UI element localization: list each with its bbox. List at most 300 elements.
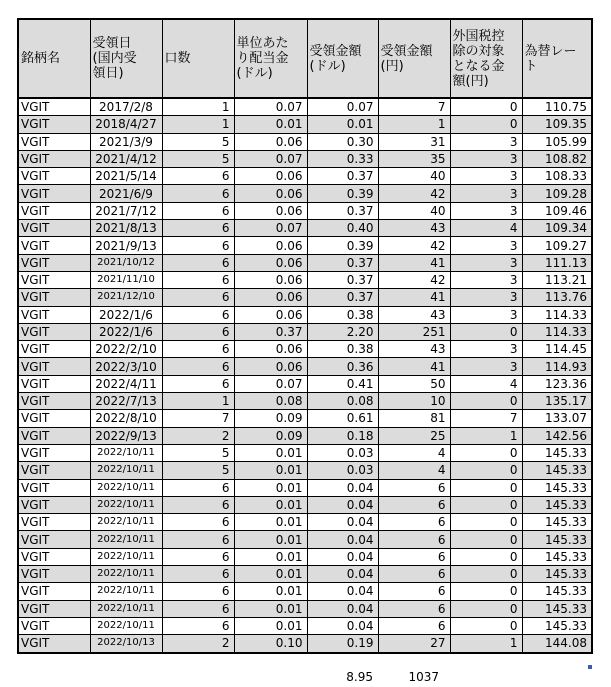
cell-ticker[interactable]: VGIT xyxy=(18,254,90,271)
cell-amount-usd[interactable]: 0.37 xyxy=(307,271,378,288)
cell-units[interactable]: 6 xyxy=(162,514,234,531)
cell-amount-jpy[interactable]: 31 xyxy=(378,133,450,150)
cell-amount-jpy[interactable]: 251 xyxy=(378,323,450,340)
table-row xyxy=(18,548,592,565)
cell-amount-usd[interactable]: 0.03 xyxy=(307,462,378,479)
cell-receipt-date[interactable]: 2022/7/13 xyxy=(90,393,162,410)
cell-units[interactable]: 6 xyxy=(162,358,234,375)
cell-amount-jpy[interactable]: 42 xyxy=(378,185,450,202)
cell-receipt-date[interactable]: 2022/10/11 xyxy=(90,479,162,496)
table-row xyxy=(18,271,592,288)
table-row xyxy=(18,462,592,479)
cell-exchange-rate[interactable]: 145.33 xyxy=(522,566,592,583)
cell-exchange-rate[interactable]: 105.99 xyxy=(522,133,592,150)
cell-dividend-per-unit[interactable]: 0.07 xyxy=(234,98,307,116)
cell-amount-usd[interactable]: 0.39 xyxy=(307,185,378,202)
cell-ticker[interactable]: VGIT xyxy=(18,479,90,496)
cell-units[interactable]: 2 xyxy=(162,427,234,444)
cell-exchange-rate[interactable]: 109.27 xyxy=(522,237,592,254)
cell-amount-jpy[interactable]: 25 xyxy=(378,427,450,444)
cell-foreign-tax-credit[interactable]: 3 xyxy=(450,341,522,358)
cell-amount-jpy[interactable]: 6 xyxy=(378,600,450,617)
cell-ticker[interactable]: VGIT xyxy=(18,635,90,653)
cell-ticker[interactable]: VGIT xyxy=(18,358,90,375)
cell-amount-jpy[interactable]: 6 xyxy=(378,514,450,531)
cell-ticker[interactable]: VGIT xyxy=(18,237,90,254)
table-row xyxy=(18,185,592,202)
cell-exchange-rate[interactable]: 108.33 xyxy=(522,168,592,185)
cell-amount-usd[interactable]: 0.37 xyxy=(307,254,378,271)
cell-amount-jpy[interactable]: 43 xyxy=(378,341,450,358)
cell-dividend-per-unit[interactable]: 0.06 xyxy=(234,168,307,185)
header-exchange-rate[interactable]: 為替レート xyxy=(522,19,592,98)
cell-receipt-date[interactable]: 2021/11/10 xyxy=(90,271,162,288)
cell-dividend-per-unit[interactable]: 0.01 xyxy=(234,496,307,513)
cell-ticker[interactable]: VGIT xyxy=(18,496,90,513)
table-row xyxy=(18,393,592,410)
cell-dividend-per-unit[interactable]: 0.06 xyxy=(234,306,307,323)
cell-exchange-rate[interactable]: 108.82 xyxy=(522,150,592,167)
table-row xyxy=(18,496,592,513)
total-amount-usd[interactable]: 8.95 xyxy=(346,670,373,684)
cell-receipt-date[interactable]: 2021/10/12 xyxy=(90,254,162,271)
cell-amount-usd[interactable]: 0.07 xyxy=(307,98,378,116)
cell-exchange-rate[interactable]: 113.21 xyxy=(522,271,592,288)
cell-amount-jpy[interactable]: 43 xyxy=(378,220,450,237)
cell-amount-jpy[interactable]: 42 xyxy=(378,237,450,254)
cell-units[interactable]: 5 xyxy=(162,462,234,479)
cell-amount-usd[interactable]: 0.04 xyxy=(307,617,378,634)
cell-receipt-date[interactable]: 2022/10/11 xyxy=(90,583,162,600)
cell-exchange-rate[interactable]: 109.35 xyxy=(522,116,592,133)
cell-dividend-per-unit[interactable]: 0.10 xyxy=(234,635,307,653)
cell-foreign-tax-credit[interactable]: 0 xyxy=(450,548,522,565)
cell-foreign-tax-credit[interactable]: 0 xyxy=(450,566,522,583)
cell-exchange-rate[interactable]: 109.46 xyxy=(522,202,592,219)
cell-amount-usd[interactable]: 0.04 xyxy=(307,548,378,565)
cell-amount-jpy[interactable]: 35 xyxy=(378,150,450,167)
cell-amount-jpy[interactable]: 42 xyxy=(378,271,450,288)
cell-dividend-per-unit[interactable]: 0.01 xyxy=(234,566,307,583)
table-row xyxy=(18,583,592,600)
cell-foreign-tax-credit[interactable]: 3 xyxy=(450,185,522,202)
cell-amount-usd[interactable]: 0.37 xyxy=(307,202,378,219)
cell-dividend-per-unit[interactable]: 0.09 xyxy=(234,410,307,427)
cell-dividend-per-unit[interactable]: 0.06 xyxy=(234,341,307,358)
cell-ticker[interactable]: VGIT xyxy=(18,185,90,202)
cell-amount-jpy[interactable]: 6 xyxy=(378,566,450,583)
cell-units[interactable]: 6 xyxy=(162,600,234,617)
table-row xyxy=(18,98,592,116)
cell-receipt-date[interactable]: 2022/10/11 xyxy=(90,496,162,513)
cell-receipt-date[interactable]: 2022/9/13 xyxy=(90,427,162,444)
cell-dividend-per-unit[interactable]: 0.07 xyxy=(234,375,307,392)
table-row xyxy=(18,133,592,150)
table-row xyxy=(18,306,592,323)
cell-units[interactable]: 1 xyxy=(162,98,234,116)
cell-amount-jpy[interactable]: 40 xyxy=(378,168,450,185)
cell-amount-jpy[interactable]: 6 xyxy=(378,617,450,634)
cell-amount-usd[interactable]: 0.04 xyxy=(307,600,378,617)
cell-ticker[interactable]: VGIT xyxy=(18,531,90,548)
table-row xyxy=(18,323,592,340)
cell-exchange-rate[interactable]: 114.33 xyxy=(522,306,592,323)
cell-dividend-per-unit[interactable]: 0.06 xyxy=(234,185,307,202)
cell-foreign-tax-credit[interactable]: 3 xyxy=(450,202,522,219)
cell-units[interactable]: 6 xyxy=(162,220,234,237)
cell-dividend-per-unit[interactable]: 0.09 xyxy=(234,427,307,444)
cell-amount-jpy[interactable]: 4 xyxy=(378,462,450,479)
cell-exchange-rate[interactable]: 145.33 xyxy=(522,617,592,634)
cell-exchange-rate[interactable]: 145.33 xyxy=(522,583,592,600)
cell-amount-usd[interactable]: 0.04 xyxy=(307,531,378,548)
cell-amount-usd[interactable]: 0.04 xyxy=(307,514,378,531)
header-row xyxy=(18,19,592,98)
cell-amount-usd[interactable]: 0.61 xyxy=(307,410,378,427)
cell-units[interactable]: 6 xyxy=(162,323,234,340)
cell-foreign-tax-credit[interactable]: 0 xyxy=(450,531,522,548)
cell-units[interactable]: 6 xyxy=(162,306,234,323)
cell-exchange-rate[interactable]: 145.33 xyxy=(522,479,592,496)
table-row xyxy=(18,566,592,583)
cell-receipt-date[interactable]: 2022/10/11 xyxy=(90,617,162,634)
cell-receipt-date[interactable]: 2021/9/13 xyxy=(90,237,162,254)
cell-foreign-tax-credit[interactable]: 0 xyxy=(450,462,522,479)
cell-amount-usd[interactable]: 0.08 xyxy=(307,393,378,410)
total-amount-jpy[interactable]: 1037 xyxy=(408,670,439,684)
cell-foreign-tax-credit[interactable]: 3 xyxy=(450,168,522,185)
cell-exchange-rate[interactable]: 145.33 xyxy=(522,496,592,513)
cell-ticker[interactable]: VGIT xyxy=(18,202,90,219)
cell-units[interactable]: 5 xyxy=(162,133,234,150)
table-row xyxy=(18,220,592,237)
cell-receipt-date[interactable]: 2022/3/10 xyxy=(90,358,162,375)
cell-amount-jpy[interactable]: 6 xyxy=(378,479,450,496)
cell-ticker[interactable]: VGIT xyxy=(18,133,90,150)
cell-ticker[interactable]: VGIT xyxy=(18,548,90,565)
cell-receipt-date[interactable]: 2021/12/10 xyxy=(90,289,162,306)
cell-dividend-per-unit[interactable]: 0.01 xyxy=(234,479,307,496)
cell-amount-jpy[interactable]: 41 xyxy=(378,254,450,271)
cell-foreign-tax-credit[interactable]: 3 xyxy=(450,150,522,167)
cell-ticker[interactable]: VGIT xyxy=(18,323,90,340)
cell-ticker[interactable]: VGIT xyxy=(18,566,90,583)
cell-amount-usd[interactable]: 0.03 xyxy=(307,444,378,461)
table-row xyxy=(18,444,592,461)
cell-receipt-date[interactable]: 2018/4/27 xyxy=(90,116,162,133)
cell-exchange-rate[interactable]: 145.33 xyxy=(522,600,592,617)
cell-exchange-rate[interactable]: 145.33 xyxy=(522,444,592,461)
cell-foreign-tax-credit[interactable]: 1 xyxy=(450,635,522,653)
header-receipt-date[interactable]: 受領日 (国内受 領日) xyxy=(90,19,162,98)
cell-receipt-date[interactable]: 2021/7/12 xyxy=(90,202,162,219)
cell-foreign-tax-credit[interactable]: 0 xyxy=(450,617,522,634)
table-row xyxy=(18,375,592,392)
cell-receipt-date[interactable]: 2022/2/10 xyxy=(90,341,162,358)
cell-amount-jpy[interactable]: 10 xyxy=(378,393,450,410)
cell-dividend-per-unit[interactable]: 0.01 xyxy=(234,583,307,600)
cell-foreign-tax-credit[interactable]: 3 xyxy=(450,237,522,254)
cell-dividend-per-unit[interactable]: 0.01 xyxy=(234,444,307,461)
cell-ticker[interactable]: VGIT xyxy=(18,116,90,133)
cell-foreign-tax-credit[interactable]: 3 xyxy=(450,306,522,323)
cell-amount-usd[interactable]: 0.04 xyxy=(307,566,378,583)
cell-amount-jpy[interactable]: 50 xyxy=(378,375,450,392)
table-row xyxy=(18,514,592,531)
table-row xyxy=(18,341,592,358)
cell-ticker[interactable]: VGIT xyxy=(18,462,90,479)
cell-ticker[interactable]: VGIT xyxy=(18,289,90,306)
cell-units[interactable]: 6 xyxy=(162,185,234,202)
cell-exchange-rate[interactable]: 135.17 xyxy=(522,393,592,410)
cell-units[interactable]: 6 xyxy=(162,479,234,496)
cell-exchange-rate[interactable]: 110.75 xyxy=(522,98,592,116)
cell-exchange-rate[interactable]: 114.45 xyxy=(522,341,592,358)
cell-foreign-tax-credit[interactable]: 0 xyxy=(450,98,522,116)
cell-exchange-rate[interactable]: 123.36 xyxy=(522,375,592,392)
cell-amount-usd[interactable]: 0.40 xyxy=(307,220,378,237)
table-row xyxy=(18,254,592,271)
cell-receipt-date[interactable]: 2022/1/6 xyxy=(90,323,162,340)
cell-receipt-date[interactable]: 2022/10/11 xyxy=(90,531,162,548)
cell-dividend-per-unit[interactable]: 0.06 xyxy=(234,202,307,219)
cell-units[interactable]: 6 xyxy=(162,271,234,288)
cell-amount-usd[interactable]: 0.01 xyxy=(307,116,378,133)
cell-exchange-rate[interactable]: 145.33 xyxy=(522,531,592,548)
table-row xyxy=(18,600,592,617)
table-body xyxy=(18,98,592,653)
cell-foreign-tax-credit[interactable]: 0 xyxy=(450,479,522,496)
cell-foreign-tax-credit[interactable]: 0 xyxy=(450,600,522,617)
cell-receipt-date[interactable]: 2021/5/14 xyxy=(90,168,162,185)
cell-ticker[interactable]: VGIT xyxy=(18,150,90,167)
cell-foreign-tax-credit[interactable]: 0 xyxy=(450,393,522,410)
cell-foreign-tax-credit[interactable]: 0 xyxy=(450,116,522,133)
fill-handle[interactable] xyxy=(588,665,592,669)
cell-exchange-rate[interactable]: 111.13 xyxy=(522,254,592,271)
cell-exchange-rate[interactable]: 145.33 xyxy=(522,548,592,565)
cell-units[interactable]: 6 xyxy=(162,583,234,600)
cell-amount-jpy[interactable]: 43 xyxy=(378,306,450,323)
cell-amount-usd[interactable]: 0.33 xyxy=(307,150,378,167)
cell-dividend-per-unit[interactable]: 0.01 xyxy=(234,600,307,617)
table-row xyxy=(18,410,592,427)
cell-ticker[interactable]: VGIT xyxy=(18,375,90,392)
cell-amount-jpy[interactable]: 4 xyxy=(378,444,450,461)
cell-amount-jpy[interactable]: 6 xyxy=(378,548,450,565)
cell-amount-usd[interactable]: 0.04 xyxy=(307,496,378,513)
table-row xyxy=(18,168,592,185)
cell-units[interactable]: 5 xyxy=(162,444,234,461)
cell-amount-usd[interactable]: 2.20 xyxy=(307,323,378,340)
cell-receipt-date[interactable]: 2022/10/11 xyxy=(90,566,162,583)
cell-amount-usd[interactable]: 0.39 xyxy=(307,237,378,254)
cell-ticker[interactable]: VGIT xyxy=(18,617,90,634)
cell-ticker[interactable]: VGIT xyxy=(18,514,90,531)
cell-amount-jpy[interactable]: 6 xyxy=(378,583,450,600)
cell-units[interactable]: 6 xyxy=(162,237,234,254)
cell-units[interactable]: 6 xyxy=(162,531,234,548)
cell-foreign-tax-credit[interactable]: 1 xyxy=(450,427,522,444)
table-row xyxy=(18,289,592,306)
cell-exchange-rate[interactable]: 114.93 xyxy=(522,358,592,375)
cell-receipt-date[interactable]: 2021/8/13 xyxy=(90,220,162,237)
cell-receipt-date[interactable]: 2021/6/9 xyxy=(90,185,162,202)
cell-receipt-date[interactable]: 2022/10/11 xyxy=(90,462,162,479)
cell-exchange-rate[interactable]: 145.33 xyxy=(522,514,592,531)
cell-receipt-date[interactable]: 2021/3/9 xyxy=(90,133,162,150)
cell-dividend-per-unit[interactable]: 0.06 xyxy=(234,289,307,306)
dividend-table xyxy=(17,18,593,654)
cell-units[interactable]: 1 xyxy=(162,393,234,410)
cell-dividend-per-unit[interactable]: 0.06 xyxy=(234,271,307,288)
cell-units[interactable]: 1 xyxy=(162,116,234,133)
cell-exchange-rate[interactable]: 144.08 xyxy=(522,635,592,653)
cell-exchange-rate[interactable]: 114.33 xyxy=(522,323,592,340)
cell-units[interactable]: 5 xyxy=(162,150,234,167)
cell-ticker[interactable]: VGIT xyxy=(18,393,90,410)
cell-units[interactable]: 7 xyxy=(162,410,234,427)
cell-units[interactable]: 6 xyxy=(162,254,234,271)
cell-amount-jpy[interactable]: 6 xyxy=(378,531,450,548)
cell-units[interactable]: 6 xyxy=(162,202,234,219)
cell-exchange-rate[interactable]: 142.56 xyxy=(522,427,592,444)
cell-amount-usd[interactable]: 0.19 xyxy=(307,635,378,653)
cell-ticker[interactable]: VGIT xyxy=(18,600,90,617)
cell-units[interactable]: 6 xyxy=(162,548,234,565)
table-row xyxy=(18,635,592,653)
cell-dividend-per-unit[interactable]: 0.06 xyxy=(234,358,307,375)
cell-amount-jpy[interactable]: 81 xyxy=(378,410,450,427)
cell-amount-usd[interactable]: 0.38 xyxy=(307,306,378,323)
table-row xyxy=(18,617,592,634)
cell-amount-usd[interactable]: 0.36 xyxy=(307,358,378,375)
cell-ticker[interactable]: VGIT xyxy=(18,583,90,600)
cell-ticker[interactable]: VGIT xyxy=(18,341,90,358)
cell-foreign-tax-credit[interactable]: 3 xyxy=(450,271,522,288)
cell-amount-jpy[interactable]: 41 xyxy=(378,358,450,375)
cell-receipt-date[interactable]: 2022/10/11 xyxy=(90,600,162,617)
cell-receipt-date[interactable]: 2022/10/11 xyxy=(90,444,162,461)
cell-receipt-date[interactable]: 2017/2/8 xyxy=(90,98,162,116)
header-amount-usd[interactable]: 受領金額 (ドル) xyxy=(307,19,378,98)
cell-foreign-tax-credit[interactable]: 3 xyxy=(450,358,522,375)
cell-ticker[interactable]: VGIT xyxy=(18,271,90,288)
cell-amount-usd[interactable]: 0.04 xyxy=(307,583,378,600)
cell-dividend-per-unit[interactable]: 0.01 xyxy=(234,514,307,531)
cell-receipt-date[interactable]: 2022/8/10 xyxy=(90,410,162,427)
cell-dividend-per-unit[interactable]: 0.07 xyxy=(234,150,307,167)
cell-ticker[interactable]: VGIT xyxy=(18,427,90,444)
cell-dividend-per-unit[interactable]: 0.01 xyxy=(234,548,307,565)
header-amount-jpy[interactable]: 受領金額 (円) xyxy=(378,19,450,98)
cell-units[interactable]: 6 xyxy=(162,289,234,306)
header-units[interactable]: 口数 xyxy=(162,19,234,98)
cell-ticker[interactable]: VGIT xyxy=(18,410,90,427)
cell-foreign-tax-credit[interactable]: 3 xyxy=(450,254,522,271)
cell-foreign-tax-credit[interactable]: 3 xyxy=(450,289,522,306)
cell-amount-jpy[interactable]: 41 xyxy=(378,289,450,306)
cell-amount-jpy[interactable]: 6 xyxy=(378,496,450,513)
cell-foreign-tax-credit[interactable]: 4 xyxy=(450,375,522,392)
table-row xyxy=(18,358,592,375)
cell-exchange-rate[interactable]: 133.07 xyxy=(522,410,592,427)
cell-dividend-per-unit[interactable]: 0.06 xyxy=(234,133,307,150)
cell-receipt-date[interactable]: 2021/4/12 xyxy=(90,150,162,167)
cell-foreign-tax-credit[interactable]: 4 xyxy=(450,220,522,237)
table-row xyxy=(18,150,592,167)
cell-ticker[interactable]: VGIT xyxy=(18,168,90,185)
cell-amount-jpy[interactable]: 1 xyxy=(378,116,450,133)
cell-units[interactable]: 6 xyxy=(162,341,234,358)
cell-amount-usd[interactable]: 0.18 xyxy=(307,427,378,444)
cell-amount-jpy[interactable]: 7 xyxy=(378,98,450,116)
cell-exchange-rate[interactable]: 109.28 xyxy=(522,185,592,202)
cell-receipt-date[interactable]: 2022/10/13 xyxy=(90,635,162,653)
cell-units[interactable]: 6 xyxy=(162,496,234,513)
table-row xyxy=(18,237,592,254)
table-row xyxy=(18,427,592,444)
cell-dividend-per-unit[interactable]: 0.01 xyxy=(234,617,307,634)
cell-amount-usd[interactable]: 0.37 xyxy=(307,168,378,185)
cell-foreign-tax-credit[interactable]: 0 xyxy=(450,496,522,513)
cell-units[interactable]: 6 xyxy=(162,566,234,583)
cell-foreign-tax-credit[interactable]: 7 xyxy=(450,410,522,427)
cell-foreign-tax-credit[interactable]: 0 xyxy=(450,444,522,461)
cell-amount-usd[interactable]: 0.41 xyxy=(307,375,378,392)
cell-amount-jpy[interactable]: 40 xyxy=(378,202,450,219)
cell-foreign-tax-credit[interactable]: 3 xyxy=(450,133,522,150)
header-dividend-per-unit-usd[interactable]: 単位あた り配当金 (ドル) xyxy=(234,19,307,98)
cell-ticker[interactable]: VGIT xyxy=(18,98,90,116)
cell-amount-usd[interactable]: 0.04 xyxy=(307,479,378,496)
cell-exchange-rate[interactable]: 109.34 xyxy=(522,220,592,237)
cell-ticker[interactable]: VGIT xyxy=(18,444,90,461)
cell-units[interactable]: 6 xyxy=(162,168,234,185)
cell-ticker[interactable]: VGIT xyxy=(18,220,90,237)
cell-dividend-per-unit[interactable]: 0.08 xyxy=(234,393,307,410)
cell-units[interactable]: 6 xyxy=(162,617,234,634)
cell-receipt-date[interactable]: 2022/1/6 xyxy=(90,306,162,323)
cell-dividend-per-unit[interactable]: 0.37 xyxy=(234,323,307,340)
table-row xyxy=(18,116,592,133)
cell-receipt-date[interactable]: 2022/10/11 xyxy=(90,514,162,531)
cell-amount-jpy[interactable]: 27 xyxy=(378,635,450,653)
header-ticker[interactable]: 銘柄名 xyxy=(18,19,90,98)
cell-receipt-date[interactable]: 2022/10/11 xyxy=(90,548,162,565)
cell-dividend-per-unit[interactable]: 0.01 xyxy=(234,116,307,133)
header-foreign-tax-credit-jpy[interactable]: 外国税控 除の対象 となる金 額(円) xyxy=(450,19,522,98)
cell-amount-usd[interactable]: 0.37 xyxy=(307,289,378,306)
cell-receipt-date[interactable]: 2022/4/11 xyxy=(90,375,162,392)
cell-dividend-per-unit[interactable]: 0.06 xyxy=(234,254,307,271)
cell-exchange-rate[interactable]: 113.76 xyxy=(522,289,592,306)
cell-foreign-tax-credit[interactable]: 0 xyxy=(450,583,522,600)
cell-units[interactable]: 2 xyxy=(162,635,234,653)
cell-foreign-tax-credit[interactable]: 0 xyxy=(450,323,522,340)
cell-ticker[interactable]: VGIT xyxy=(18,306,90,323)
cell-amount-usd[interactable]: 0.38 xyxy=(307,341,378,358)
cell-amount-usd[interactable]: 0.30 xyxy=(307,133,378,150)
cell-exchange-rate[interactable]: 145.33 xyxy=(522,462,592,479)
cell-dividend-per-unit[interactable]: 0.06 xyxy=(234,237,307,254)
cell-foreign-tax-credit[interactable]: 0 xyxy=(450,514,522,531)
cell-dividend-per-unit[interactable]: 0.01 xyxy=(234,462,307,479)
table-row xyxy=(18,479,592,496)
cell-dividend-per-unit[interactable]: 0.01 xyxy=(234,531,307,548)
cell-dividend-per-unit[interactable]: 0.07 xyxy=(234,220,307,237)
cell-units[interactable]: 6 xyxy=(162,375,234,392)
